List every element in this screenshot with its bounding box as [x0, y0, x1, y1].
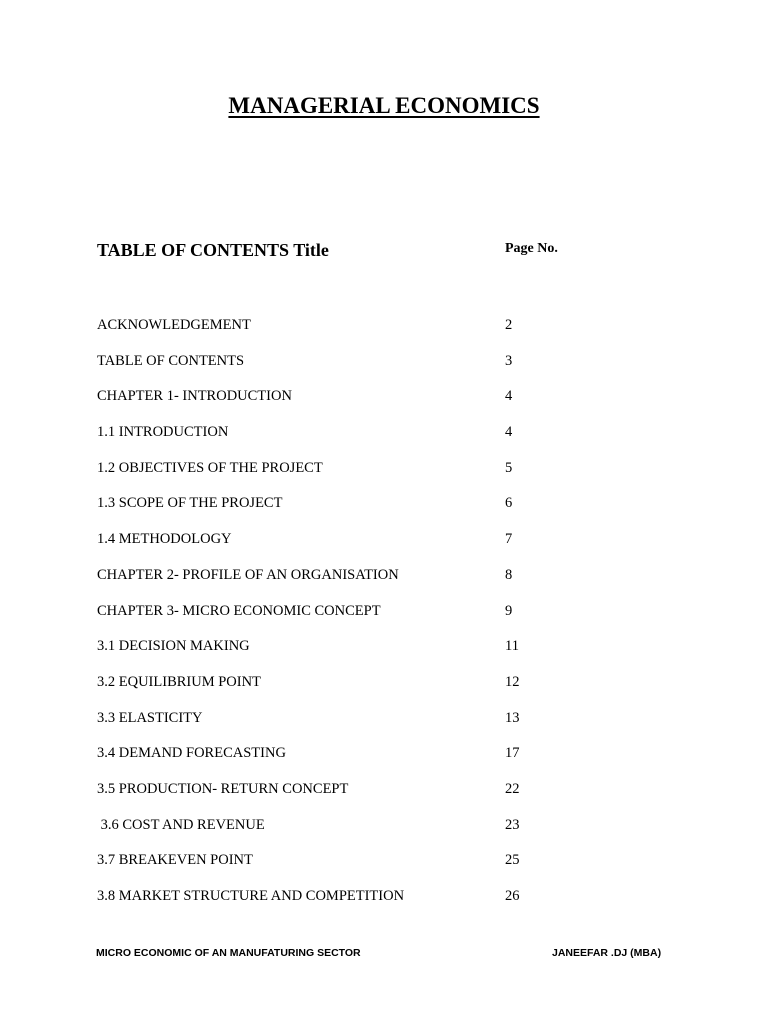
- toc-entry-label: TABLE OF CONTENTS: [97, 352, 245, 369]
- toc-entry: [0, 600, 768, 636]
- document-title: MANAGERIAL ECONOMICS: [228, 93, 540, 118]
- toc-entry-label: 1.2 OBJECTIVES OF THE PROJECT: [97, 459, 323, 476]
- toc-entry: [0, 849, 768, 885]
- toc-entry-page: 2: [505, 317, 513, 333]
- toc-entry-page: 4: [505, 388, 513, 405]
- toc-entry-page: 22: [505, 780, 520, 797]
- toc-entry-page: 25: [505, 852, 520, 869]
- toc-entry-page: 5: [505, 459, 513, 476]
- toc-entry-label: 3.7 BREAKEVEN POINT: [97, 852, 253, 869]
- toc-entry-label: 3.5 PRODUCTION- RETURN CONCEPT: [97, 780, 349, 797]
- toc-entry-label: ACKNOWLEDGEMENT: [97, 317, 251, 333]
- toc-entry-label: 3.8 MARKET STRUCTURE AND COMPETITION: [97, 888, 405, 904]
- toc-entry-label: 3.1 DECISION MAKING: [97, 638, 250, 655]
- toc-entry-page: 4: [505, 424, 513, 441]
- toc-entry-label: CHAPTER 3- MICRO ECONOMIC CONCEPT: [97, 602, 381, 619]
- page-number-heading: Page No.: [505, 241, 558, 256]
- toc-entry-page: 11: [505, 638, 519, 655]
- toc-entry-label: 3.6 COST AND REVENUE: [97, 816, 265, 833]
- toc-entry: [0, 564, 768, 600]
- toc-entry: [0, 457, 768, 493]
- toc-entry: [0, 314, 768, 350]
- toc-entry-label: CHAPTER 2- PROFILE OF AN ORGANISATION: [97, 566, 399, 583]
- toc-entry-label: CHAPTER 1- INTRODUCTION: [97, 388, 292, 405]
- toc-entry: [0, 385, 768, 421]
- toc-entry: [0, 421, 768, 457]
- footer-author: JANEEFAR .DJ (MBA): [552, 947, 662, 959]
- toc-entry: [0, 885, 768, 921]
- toc-entry: [0, 671, 768, 707]
- toc-entry: [0, 492, 768, 528]
- toc-entry-page: 26: [505, 888, 520, 904]
- toc-entry-page: 23: [505, 816, 520, 833]
- footer-project-title: MICRO ECONOMIC OF AN MANUFATURING SECTOR: [96, 947, 361, 959]
- toc-entry-page: 9: [505, 602, 513, 619]
- toc-entry-page: 8: [505, 566, 513, 583]
- toc-entry-page: 17: [505, 745, 520, 762]
- toc-entry: [0, 528, 768, 564]
- toc-entry: [0, 778, 768, 814]
- toc-entry: [0, 635, 768, 671]
- toc-entry-page: 12: [505, 673, 520, 690]
- toc-entry-label: 3.3 ELASTICITY: [97, 709, 203, 726]
- toc-list: [0, 314, 768, 921]
- toc-entry: [0, 707, 768, 743]
- toc-entry-label: 3.4 DEMAND FORECASTING: [97, 745, 286, 762]
- toc-entry-page: 6: [505, 495, 513, 512]
- toc-entry: [0, 742, 768, 778]
- toc-entry-label: 3.2 EQUILIBRIUM POINT: [97, 673, 261, 690]
- toc-entry-label: 1.1 INTRODUCTION: [97, 424, 229, 441]
- toc-heading: TABLE OF CONTENTS Title: [97, 240, 329, 260]
- toc-entry-label: 1.3 SCOPE OF THE PROJECT: [97, 495, 283, 512]
- toc-entry-page: 13: [505, 709, 520, 726]
- toc-entry-page: 7: [505, 531, 513, 548]
- toc-entry: [0, 350, 768, 386]
- toc-entry-label: 1.4 METHODOLOGY: [97, 531, 232, 548]
- toc-entry: [0, 814, 768, 850]
- toc-entry-page: 3: [505, 352, 513, 369]
